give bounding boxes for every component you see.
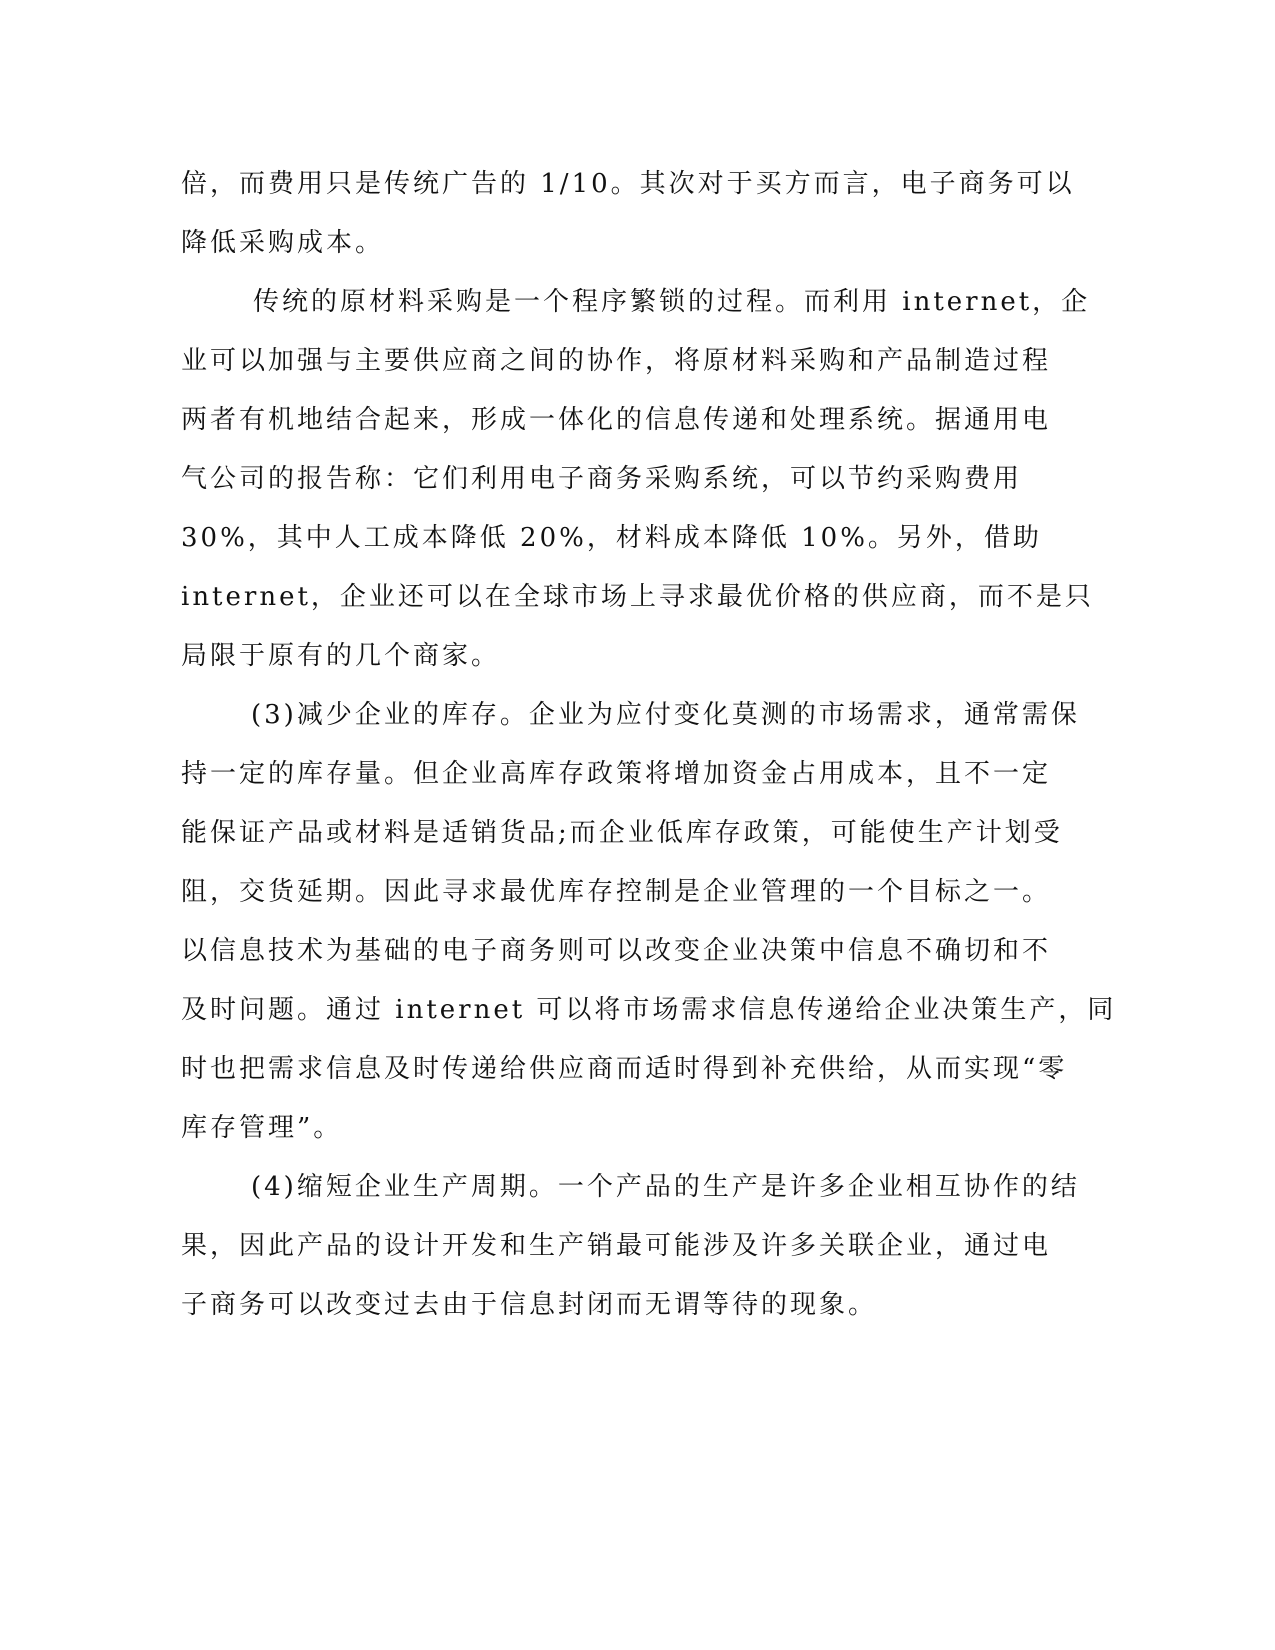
text-line: 子商务可以改变过去由于信息封闭而无谓等待的现象。	[181, 1290, 878, 1320]
text-line: 果，因此产品的设计开发和生产销最可能涉及许多关联企业，通过电	[181, 1231, 1052, 1261]
text-line: 倍，而费用只是传统广告的 1/10。其次对于买方而言，电子商务可以	[181, 169, 1075, 199]
text-line: (3)减少企业的库存。企业为应付变化莫测的市场需求，通常需保	[251, 700, 1080, 730]
text-line: 业可以加强与主要供应商之间的协作，将原材料采购和产品制造过程	[181, 346, 1052, 376]
text-line: 阻，交货延期。因此寻求最优库存控制是企业管理的一个目标之一。	[181, 877, 1052, 907]
text-line: 能保证产品或材料是适销货品;而企业低库存政策，可能使生产计划受	[181, 818, 1063, 848]
text-line: 气公司的报告称：它们利用电子商务采购系统，可以节约采购费用	[181, 464, 1023, 494]
text-line: 传统的原材料采购是一个程序繁锁的过程。而利用 internet，企	[253, 287, 1091, 317]
text-line: (4)缩短企业生产周期。一个产品的生产是许多企业相互协作的结	[251, 1172, 1080, 1202]
text-line: internet，企业还可以在全球市场上寻求最优价格的供应商，而不是只	[181, 582, 1094, 612]
text-line: 降低采购成本。	[181, 228, 385, 258]
text-line: 库存管理”。	[181, 1113, 343, 1143]
text-line: 局限于原有的几个商家。	[181, 641, 501, 671]
text-line: 两者有机地结合起来，形成一体化的信息传递和处理系统。据通用电	[181, 405, 1052, 435]
body-text	[181, 155, 1117, 1335]
text-line: 以信息技术为基础的电子商务则可以改变企业决策中信息不确切和不	[181, 936, 1052, 966]
text-line: 持一定的库存量。但企业高库存政策将增加资金占用成本，且不一定	[181, 759, 1052, 789]
text-line: 30%，其中人工成本降低 20%，材料成本降低 10%。另外，借助	[181, 523, 1042, 553]
text-line: 及时问题。通过 internet 可以将市场需求信息传递给企业决策生产，同	[181, 995, 1117, 1025]
text-line: 时也把需求信息及时传递给供应商而适时得到补充供给，从而实现“零	[181, 1054, 1068, 1084]
